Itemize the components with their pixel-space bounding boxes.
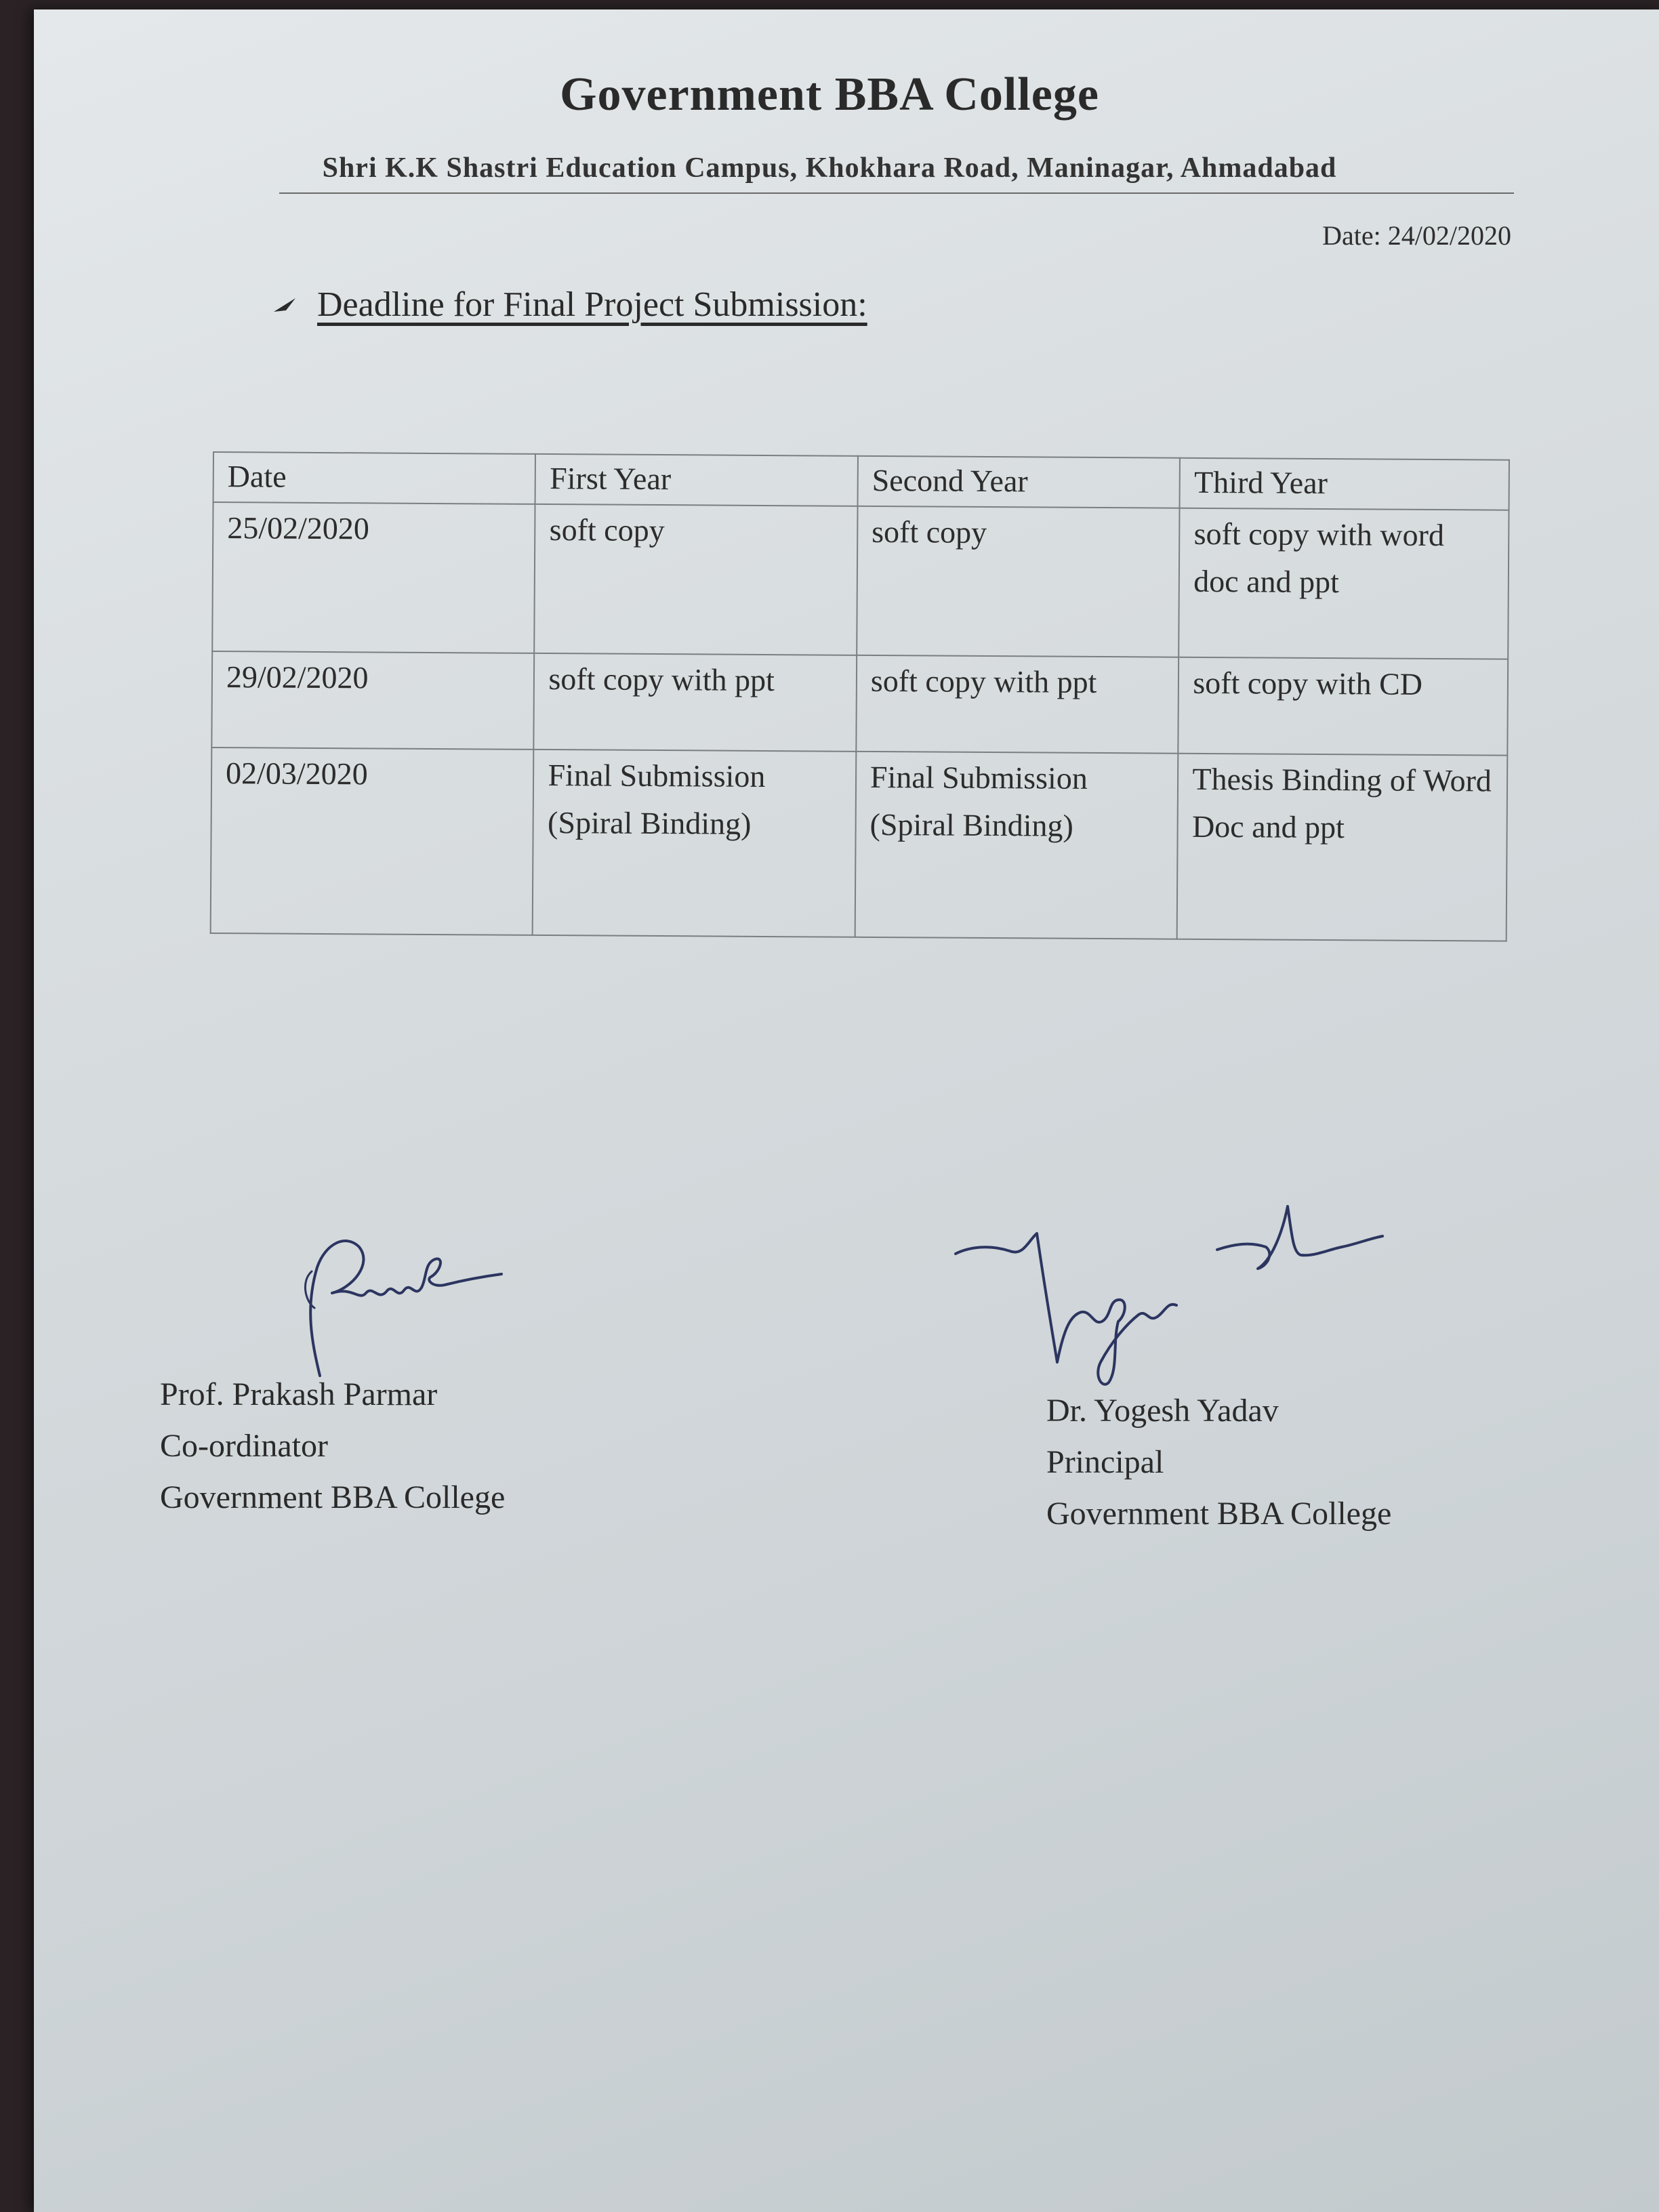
table-header-row (213, 452, 1509, 510)
cell-date: 02/03/2020 (211, 747, 534, 935)
header-cell-third-year: Third Year (1180, 458, 1509, 510)
cell-date: 25/02/2020 (212, 502, 535, 653)
principal-organization: Government BBA College (1046, 1496, 1392, 1532)
notice-heading: Deadline for Final Project Submission: (317, 285, 867, 324)
header-cell-first-year: First Year (535, 454, 858, 506)
table-row (211, 747, 1508, 941)
cell-third-year: Thesis Binding of Word Doc and ppt (1177, 754, 1507, 941)
coordinator-organization: Government BBA College (160, 1479, 506, 1515)
cell-date: 29/02/2020 (211, 651, 534, 750)
cell-second-year: soft copy with ppt (856, 655, 1179, 754)
notice-heading-row (272, 285, 867, 325)
principal-name: Dr. Yogesh Yadav (1046, 1393, 1279, 1429)
cell-second-year: soft copy (857, 506, 1180, 657)
cell-first-year: soft copy (535, 504, 858, 655)
principal-signature (949, 1179, 1437, 1396)
coordinator-signature (258, 1206, 529, 1389)
coordinator-signature-block (160, 1369, 505, 1523)
college-name: Government BBA College (560, 68, 1099, 121)
submission-schedule-table (210, 451, 1510, 942)
cell-second-year: Final Submission (Spiral Binding) (855, 752, 1179, 939)
cell-third-year: soft copy with word doc and ppt (1179, 508, 1509, 659)
notice-date: Date: 24/02/2020 (1322, 220, 1511, 251)
principal-signature-block (1046, 1385, 1391, 1540)
arrowhead-bullet-icon (272, 295, 297, 314)
cell-first-year: Final Submission (Spiral Binding) (533, 750, 856, 937)
cell-third-year: soft copy with CD (1179, 657, 1508, 756)
college-address: Shri K.K Shastri Education Campus, Khokhara Road, Maninagar, Ahmadabad (322, 152, 1337, 184)
header-cell-date: Date (213, 452, 536, 504)
document-page (34, 9, 1659, 2212)
cell-first-year: soft copy with ppt (534, 653, 857, 752)
principal-role: Principal (1046, 1444, 1164, 1480)
table-row (211, 651, 1508, 756)
header-divider (279, 192, 1514, 194)
coordinator-name: Prof. Prakash Parmar (160, 1376, 438, 1412)
coordinator-role: Co-ordinator (160, 1428, 328, 1464)
table-row (212, 502, 1509, 659)
header-cell-second-year: Second Year (857, 456, 1180, 508)
